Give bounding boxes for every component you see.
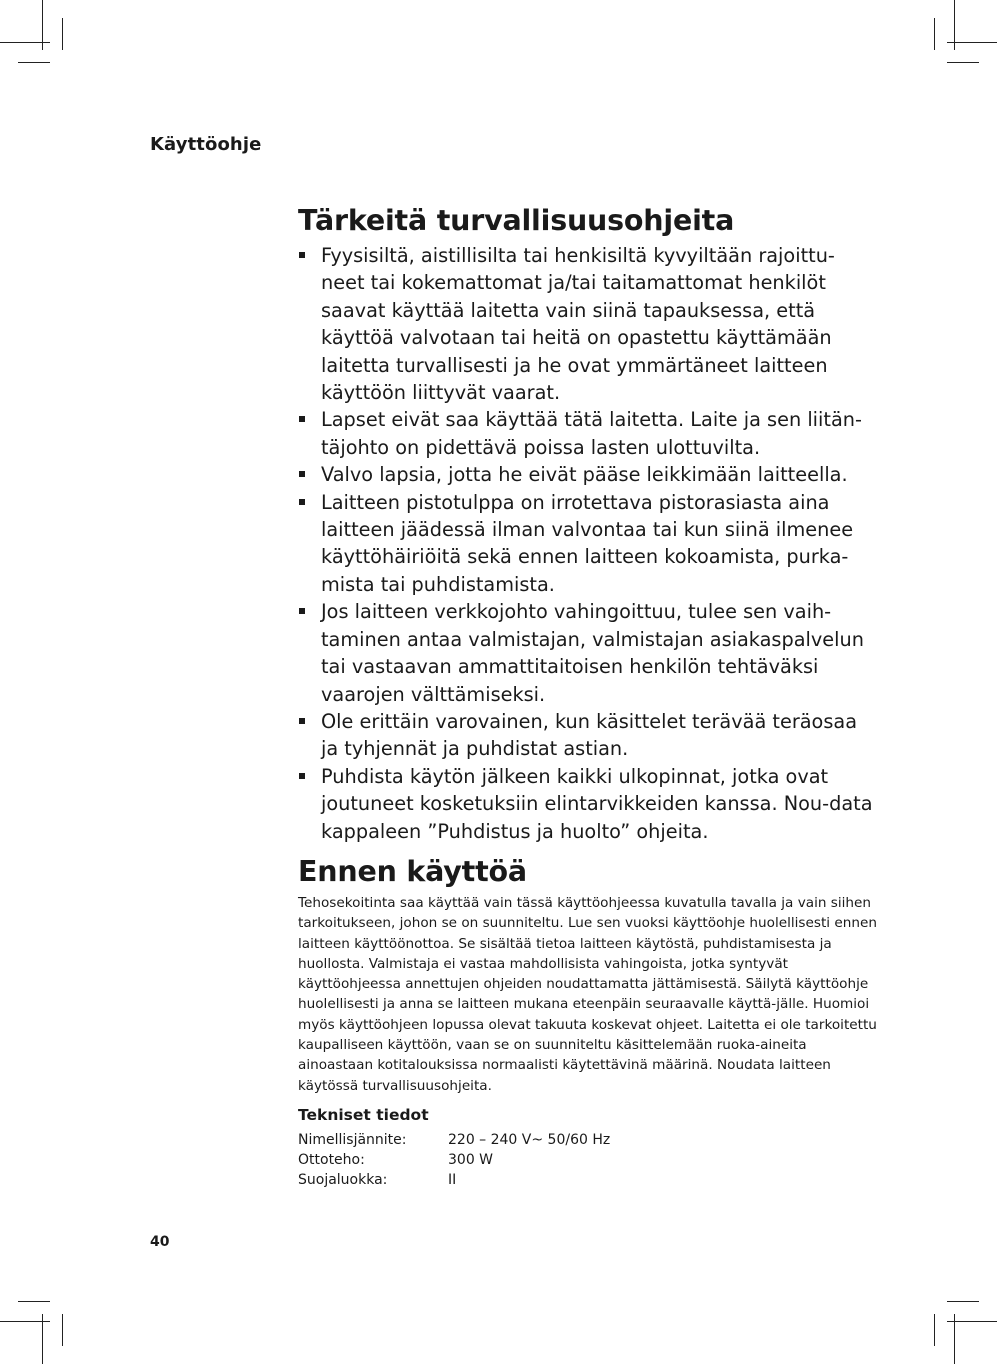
specs-table xyxy=(298,1130,610,1191)
page-number: 40 xyxy=(150,1234,170,1250)
crop-mark xyxy=(62,18,63,50)
main-content xyxy=(298,200,878,1191)
crop-mark xyxy=(42,0,43,50)
crop-mark xyxy=(42,1314,43,1364)
table-row xyxy=(298,1170,610,1190)
safety-list xyxy=(298,242,878,845)
list-item-text: Lapset eivät saa käyttää tätä laitetta. Laite ja sen liitän-täjohto on pidettävä poissa lasten ulottuvilta. xyxy=(321,408,862,459)
safety-heading: Tärkeitä turvallisuusohjeita xyxy=(298,204,735,237)
list-item xyxy=(298,406,878,461)
spec-value: 220 – 240 V~ 50/60 Hz xyxy=(448,1131,611,1148)
bullet-icon xyxy=(299,252,305,258)
bullet-icon xyxy=(299,608,305,614)
crop-mark xyxy=(954,0,955,50)
spec-value: 300 W xyxy=(448,1152,494,1169)
bullet-icon xyxy=(299,471,305,477)
bullet-icon xyxy=(299,416,305,422)
list-item-text: Valvo lapsia, jotta he eivät pääse leikkimään laitteella. xyxy=(321,463,848,487)
list-item xyxy=(298,598,878,708)
crop-mark xyxy=(18,1301,50,1302)
list-item xyxy=(298,489,878,599)
crop-mark xyxy=(947,1301,979,1302)
bullet-icon xyxy=(299,718,305,724)
spec-label: Ottoteho: xyxy=(298,1152,365,1169)
bullet-icon xyxy=(299,499,305,505)
list-item-text: Fyysisiltä, aistillisilta tai henkisiltä kyvyiltään rajoittu-neet tai kokemattomat ja/tai taitamattomat henkilöt saavat käyttää laitetta vain siinä tapauksessa, että käyttöä valvotaan tai heitä on opastettu käyttämään laitetta turvallisesti ja he ovat ymmärtäneet laitteen käyttöön liittyvät vaarat. xyxy=(321,244,835,405)
list-item-text: Puhdista käytön jälkeen kaikki ulkopinnat, jotka ovat joutuneet kosketuksiin elintarvikkeiden kanssa. Nou-data kappaleen ”Puhdistus ja huolto” ohjeita. xyxy=(321,764,873,843)
list-item xyxy=(298,708,878,763)
crop-mark xyxy=(954,1314,955,1364)
spec-value: II xyxy=(448,1172,457,1189)
list-item xyxy=(298,461,878,488)
specs-heading: Tekniset tiedot xyxy=(298,1105,429,1124)
running-header: Käyttöohje xyxy=(150,134,262,155)
crop-mark xyxy=(62,1314,63,1346)
crop-mark xyxy=(947,62,979,63)
list-item-text: Jos laitteen verkkojohto vahingoittuu, tulee sen vaih-taminen antaa valmistajan, valmistajan asiakaspalvelun tai vastaavan ammattitaitoisen henkilön tehtäväksi vaarojen välttämiseksi. xyxy=(321,600,864,706)
table-row xyxy=(298,1130,610,1150)
spec-label: Nimellisjännite: xyxy=(298,1131,407,1148)
list-item-text: Ole erittäin varovainen, kun käsittelet terävää teräosaa ja tyhjennät ja puhdistat astian. xyxy=(321,709,858,761)
list-item xyxy=(298,763,878,845)
list-item xyxy=(298,242,878,406)
crop-mark xyxy=(18,62,50,63)
list-item-text: Laitteen pistotulppa on irrotettava pistorasiasta aina laitteen jäädessä ilman valvontaa tai kun siinä ilmenee käyttöhäiriöitä sekä ennen laitteen kokoamista, purka-mista tai puhdistamista. xyxy=(321,490,854,596)
bullet-icon xyxy=(299,773,305,779)
table-row xyxy=(298,1150,610,1170)
spec-label: Suojaluokka: xyxy=(298,1172,388,1189)
before-use-heading: Ennen käyttöä xyxy=(298,854,527,888)
crop-mark xyxy=(934,18,935,50)
crop-mark xyxy=(934,1314,935,1346)
before-use-paragraph: Tehosekoitinta saa käyttää vain tässä käyttöohjeessa kuvatulla tavalla ja vain siihen tarkoitukseen, johon se on suunniteltu. Lue sen vuoksi käyttöohje huolellisesti ennen laitteen käyttöönottoa. Se sisältää tietoa laitteen käytöstä, puhdistamisesta ja huollosta. Valmistaja ei vastaa mahdollisista vahingoista, jotka syntyvät käyttöohjeessa annettujen ohjeiden noudattamatta jättämisestä. Säilytä käyttöohje huolellisesti ja anna se laitteen mukana eteenpäin seuraavalle käyttä-jälle. Huomioi myös käyttöohjeen lopussa olevat takuuta koskevat ohjeet. Laitetta ei ole tarkoitettu kaupalliseen käyttöön, vaan se on suunniteltu käsittelemään ruoka-aineita ainoastaan kotitalouksissa normaalisti käytettävinä määrinä. Noudata laitteen käytössä turvallisuusohjeita. xyxy=(298,894,877,1094)
